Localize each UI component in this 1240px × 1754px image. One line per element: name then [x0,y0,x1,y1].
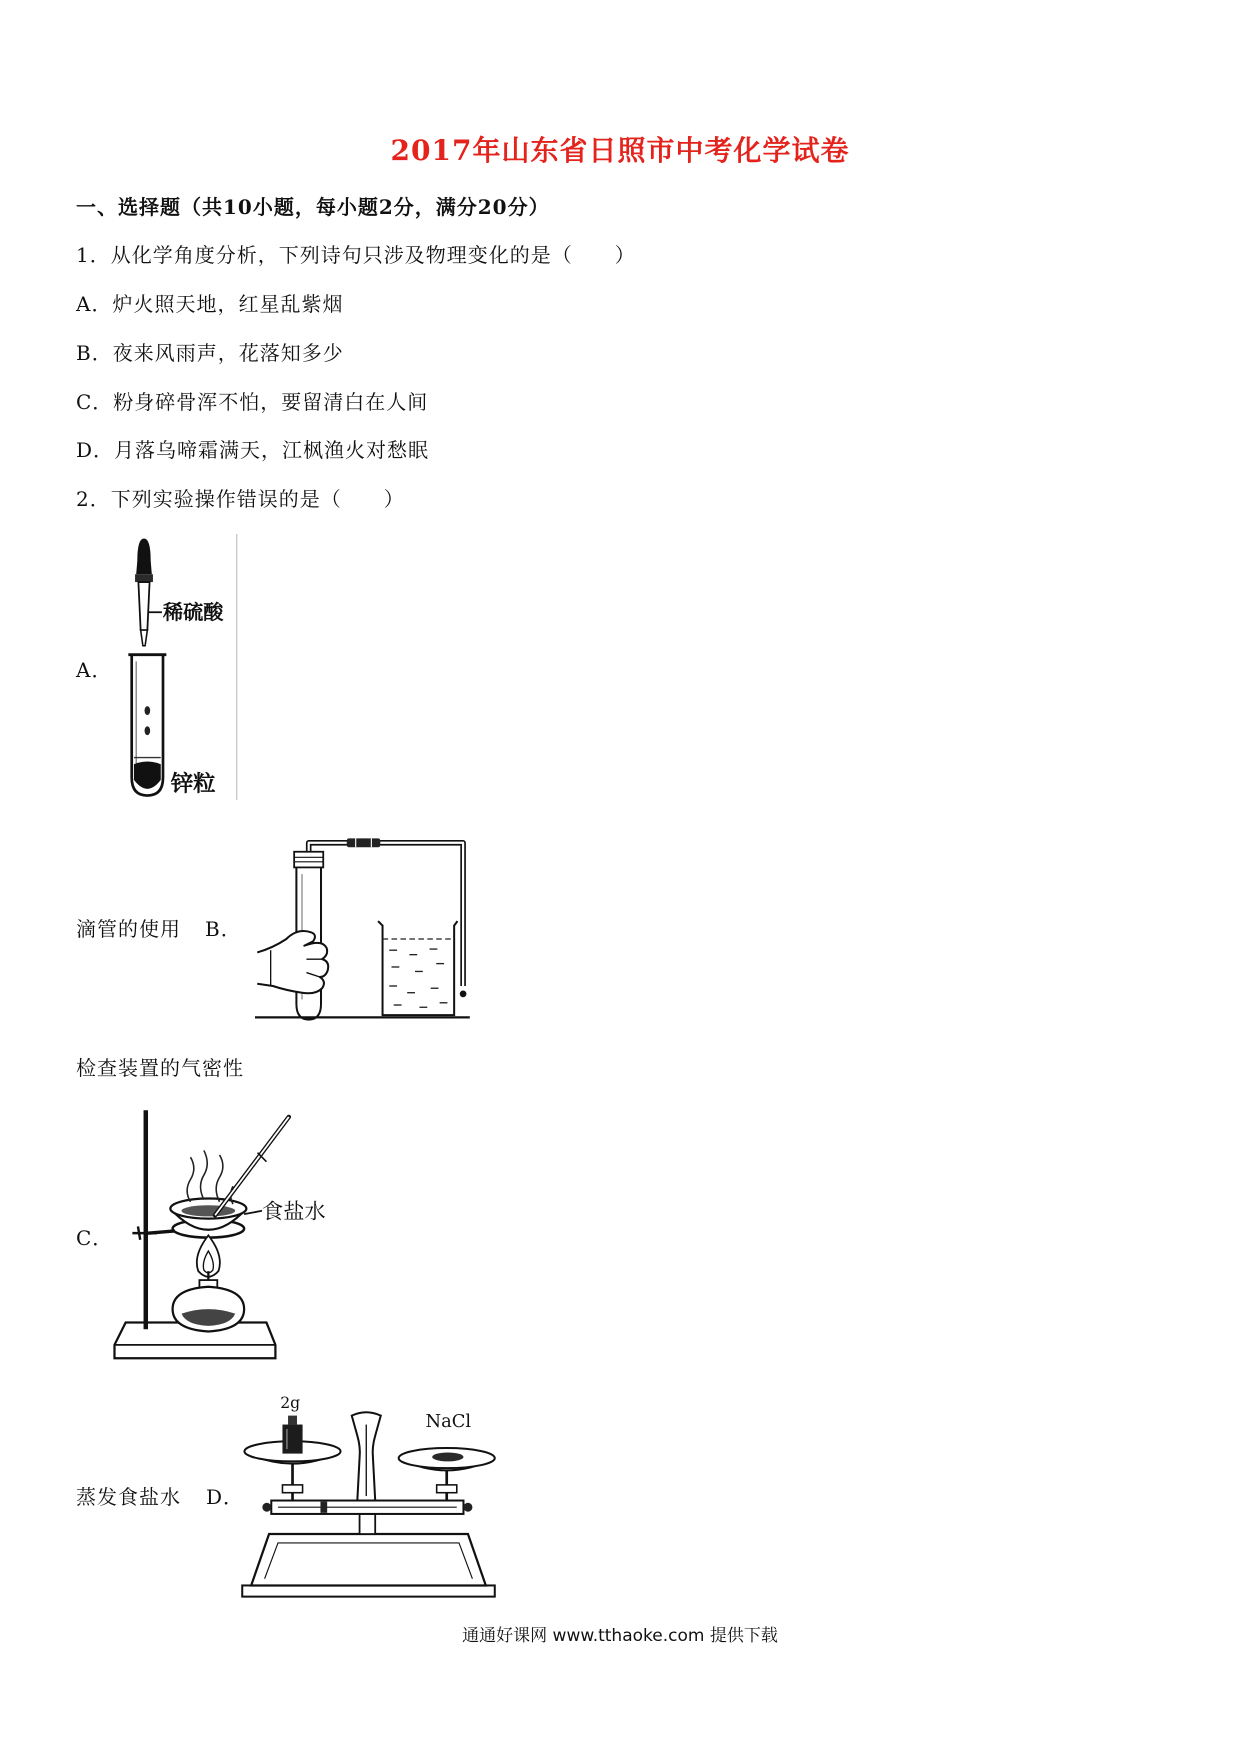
dropper-bulb-ridge [135,574,153,582]
dropper [135,538,153,645]
air-bubble [460,990,467,997]
water [389,949,447,1007]
right-pan [399,1448,495,1470]
alcohol-lamp [173,1235,245,1331]
weight-body [282,1425,302,1454]
beaker [378,921,466,1015]
question-2-option-c-label: C． [76,1226,114,1250]
dropper-glass-tube [138,582,149,630]
left-pan-bracket [282,1485,302,1493]
zinc-label: 锌粒 [170,771,216,798]
acid-label: 稀硫酸 [163,599,224,624]
question-2-option-a-label: A． [76,658,113,682]
base-plinth [242,1585,495,1596]
steam-wisp [216,1155,223,1202]
acid-drop [145,726,151,735]
page-title: 2017年山东省日照市中考化学试卷 [390,134,850,167]
balance-nut [463,1503,472,1512]
dropper-bulb [136,538,152,574]
beam [262,1501,472,1514]
outer-flame [197,1235,220,1276]
question-1-stem: 1．从化学角度分析，下列诗句只涉及物理变化的是（ ） [76,243,636,267]
dish-solution [182,1205,236,1216]
delivery-tube [309,843,463,986]
steam-wisp [187,1157,194,1202]
delivery-tube-outer [309,843,463,986]
question-1-option-d: D．月落乌啼霜满天，江枫渔火对愁眠 [76,438,430,462]
delivery-tube-inner [309,843,463,986]
base [242,1534,495,1597]
figure-c-evaporation [112,1108,336,1365]
question-1-option-a: A．炉火照天地，红星乱紫烟 [76,292,344,316]
evaporating-dish [170,1199,246,1230]
nacl-label: NaCl [425,1410,472,1432]
figure-b-airtightness-check [255,836,481,1023]
question-2-stem: 2．下列实验操作错误的是（ ） [76,487,405,511]
ring-arm [148,1231,175,1233]
question-2-option-b-caption: 检查装置的气密性 [76,1056,244,1080]
question-1-option-c: C．粉身碎骨浑不怕，要留清白在人间 [76,390,429,414]
base-body [251,1534,486,1585]
stand-rod [144,1110,148,1329]
balance-nut [262,1503,271,1512]
dropper-tip [141,630,148,646]
rubber-connector [347,838,381,847]
center-column [360,1514,376,1534]
section-heading: 一、选择题（共10小题，每小题2分，满分20分） [76,195,550,219]
figure-d-weighing-balance [240,1391,497,1600]
weight-knob [288,1416,297,1425]
steam-wisp [201,1150,208,1199]
stopper [294,852,323,868]
pointer-column [352,1412,381,1500]
figure-a-dropper-and-test-tube [126,534,238,800]
question-1-option-b: B．夜来风雨声，花落知多少 [76,341,344,365]
salt-water-label: 食盐水 [261,1199,326,1225]
test-tube [128,655,166,796]
beam-rider [320,1502,327,1513]
question-2-option-b-label: B． [205,917,242,941]
page-footer: 通通好课网 www.tthaoke.com 提供下载 [462,1626,778,1646]
right-pan-bracket [437,1485,457,1493]
nacl-sample [432,1452,463,1461]
salt-water-leader [244,1211,262,1214]
weight [282,1416,302,1454]
beaker-wall [378,921,457,1015]
question-2-option-c-caption: 蒸发食盐水 [76,1485,181,1509]
question-2-option-d-label: D． [206,1485,245,1509]
steam [187,1150,233,1204]
question-2-option-a-caption: 滴管的使用 [76,917,181,941]
weight-mass-label: 2g [280,1392,301,1412]
acid-drop [145,706,151,715]
